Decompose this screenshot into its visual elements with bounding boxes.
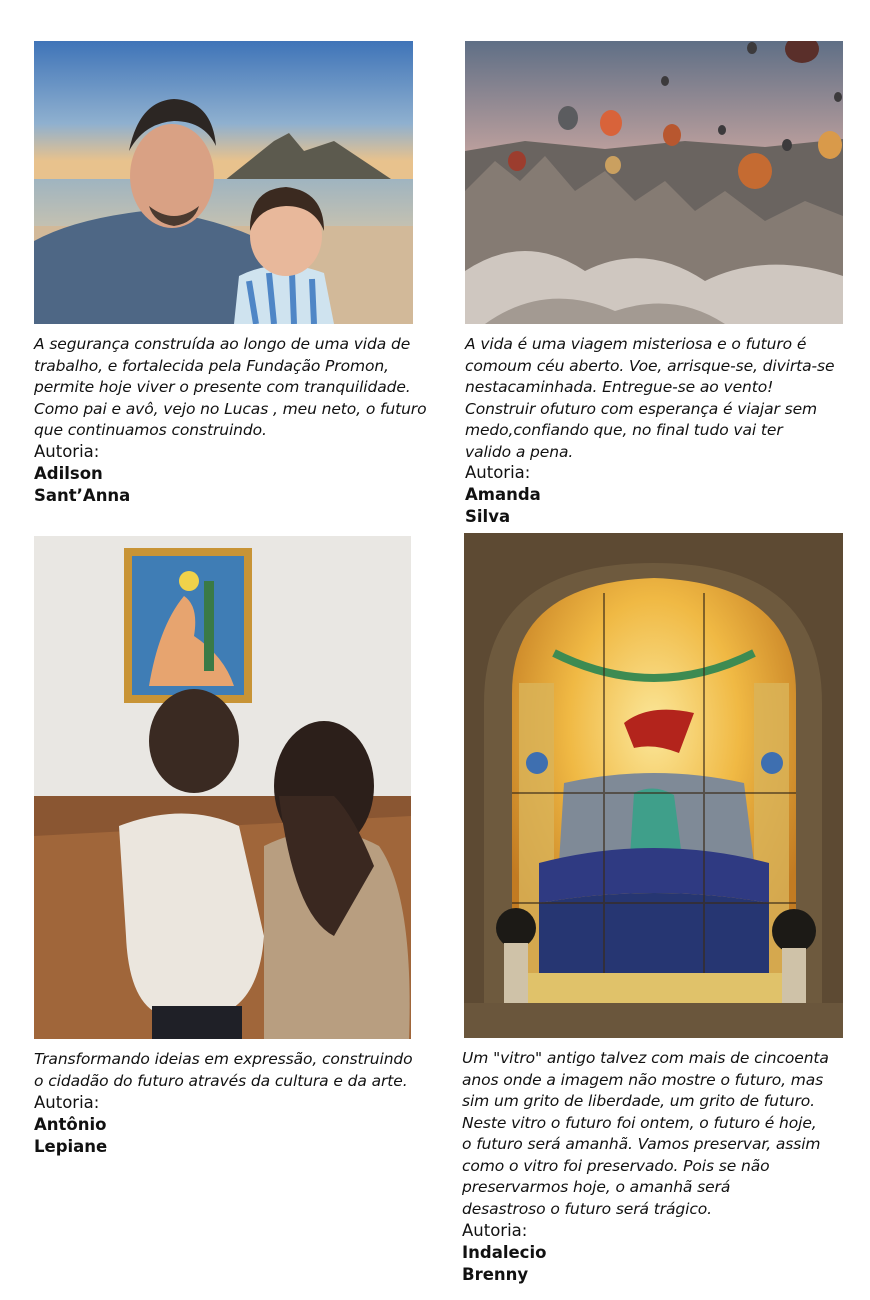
entry-caption-4: Um "vitro" antigo talvez com mais de cincoenta anos onde a imagem não mostre o futuro, mas sim um grito de liberdade, um grito de futuro. Neste vitro o futuro foi ontem, o futuro é hoje, o futuro será amanhã. Vamos preservar, assim como o vitro foi preservado. Pois se não preservarmos hoje, o amanhã será desastroso o futuro será trágico. <box>462 1049 829 1218</box>
entry-author-1 <box>34 441 130 507</box>
author-label: Autoria: <box>34 1093 100 1112</box>
author-label: Autoria: <box>465 463 531 482</box>
author-name: Indalecio Brenny <box>462 1243 547 1284</box>
entry-caption-3: Transformando ideias em expressão, construindo o cidadão do futuro através da cultura e da arte. <box>34 1050 413 1090</box>
photo-hot-air-balloons <box>465 41 843 324</box>
author-label: Autoria: <box>34 442 100 461</box>
author-name: Amanda Silva <box>465 485 541 526</box>
entry-caption-2: A vida é uma viagem misteriosa e o futuro é comoum céu aberto. Voe, arrisque-se, divirta-se nestacaminhada. Entregue-se ao vento! Construir ofuturo com esperança é viajar sem medo,confiando que, no final tudo vai ter valido a pena. <box>465 335 835 461</box>
entry-author-3 <box>34 1092 107 1158</box>
photo-children-at-museum <box>34 536 411 1039</box>
entry-author-4 <box>462 1220 546 1286</box>
author-name: Antônio Lepiane <box>34 1115 108 1156</box>
entry-author-2 <box>465 462 541 528</box>
author-label: Autoria: <box>462 1221 528 1240</box>
author-name: Adilson Sant’Anna <box>34 464 131 505</box>
photo-stained-glass-window <box>464 533 843 1038</box>
entry-caption-1: A segurança construída ao longo de uma vida de trabalho, e fortalecida pela Fundação Promon, permite hoje viver o presente com tranquilidade. Como pai e avô, vejo no Lucas , meu neto, o futuro que continuamos construindo. <box>34 335 427 439</box>
photo-man-and-child-beach <box>34 41 413 324</box>
